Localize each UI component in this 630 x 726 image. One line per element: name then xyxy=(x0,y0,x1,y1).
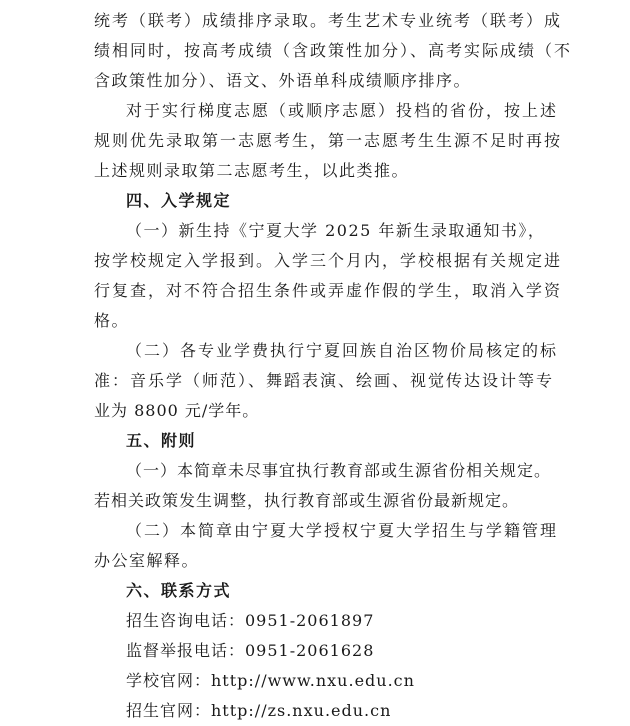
paragraph-line: （二）本简章由宁夏大学授权宁夏大学招生与学籍管理 xyxy=(126,521,559,540)
paragraph-line: 格。 xyxy=(94,311,130,330)
paragraph-line: （一）新生持《宁夏大学 2025 年新生录取通知书》， xyxy=(126,221,546,240)
paragraph-line: 规则优先录取第一志愿考生，第一志愿考生生源不足时再按 xyxy=(94,131,563,150)
contact-website-school: 学校官网：http://www.nxu.edu.cn xyxy=(126,671,415,690)
paragraph-line: 办公室解释。 xyxy=(94,551,200,570)
section-heading: 五、附则 xyxy=(126,431,197,450)
paragraph-line: （二）各专业学费执行宁夏回族自治区物价局核定的标 xyxy=(126,341,559,360)
paragraph-line: 上述规则录取第二志愿考生，以此类推。 xyxy=(94,161,410,180)
paragraph-line: 若相关政策发生调整，执行教育部或生源省份最新规定。 xyxy=(94,491,520,510)
paragraph-line: （一）本简章未尽事宜执行教育部或生源省份相关规定。 xyxy=(126,461,552,480)
contact-website-admissions: 招生官网：http://zs.nxu.edu.cn xyxy=(126,701,392,720)
paragraph-line: 按学校规定入学报到。入学三个月内，学校根据有关规定进 xyxy=(94,251,563,270)
paragraph-line: 行复查，对不符合招生条件或弄虚作假的学生，取消入学资 xyxy=(94,281,563,300)
paragraph-line: 绩相同时，按高考成绩（含政策性加分）、高考实际成绩（不 xyxy=(94,41,573,60)
section-heading: 四、入学规定 xyxy=(126,191,232,210)
paragraph-line: 准：音乐学（师范）、舞蹈表演、绘画、视觉传达设计等专 xyxy=(94,371,555,390)
paragraph-line: 对于实行梯度志愿（或顺序志愿）投档的省份，按上述 xyxy=(126,101,559,120)
paragraph-line: 统考（联考）成绩排序录取。考生艺术专业统考（联考）成 xyxy=(94,11,563,30)
contact-phone-admissions: 招生咨询电话：0951-2061897 xyxy=(126,611,375,630)
contact-phone-supervision: 监督举报电话：0951-2061628 xyxy=(126,641,375,660)
paragraph-line: 业为 8800 元/学年。 xyxy=(94,401,260,420)
section-heading: 六、联系方式 xyxy=(126,581,232,600)
paragraph-line: 含政策性加分）、语文、外语单科成绩顺序排序。 xyxy=(94,71,472,90)
